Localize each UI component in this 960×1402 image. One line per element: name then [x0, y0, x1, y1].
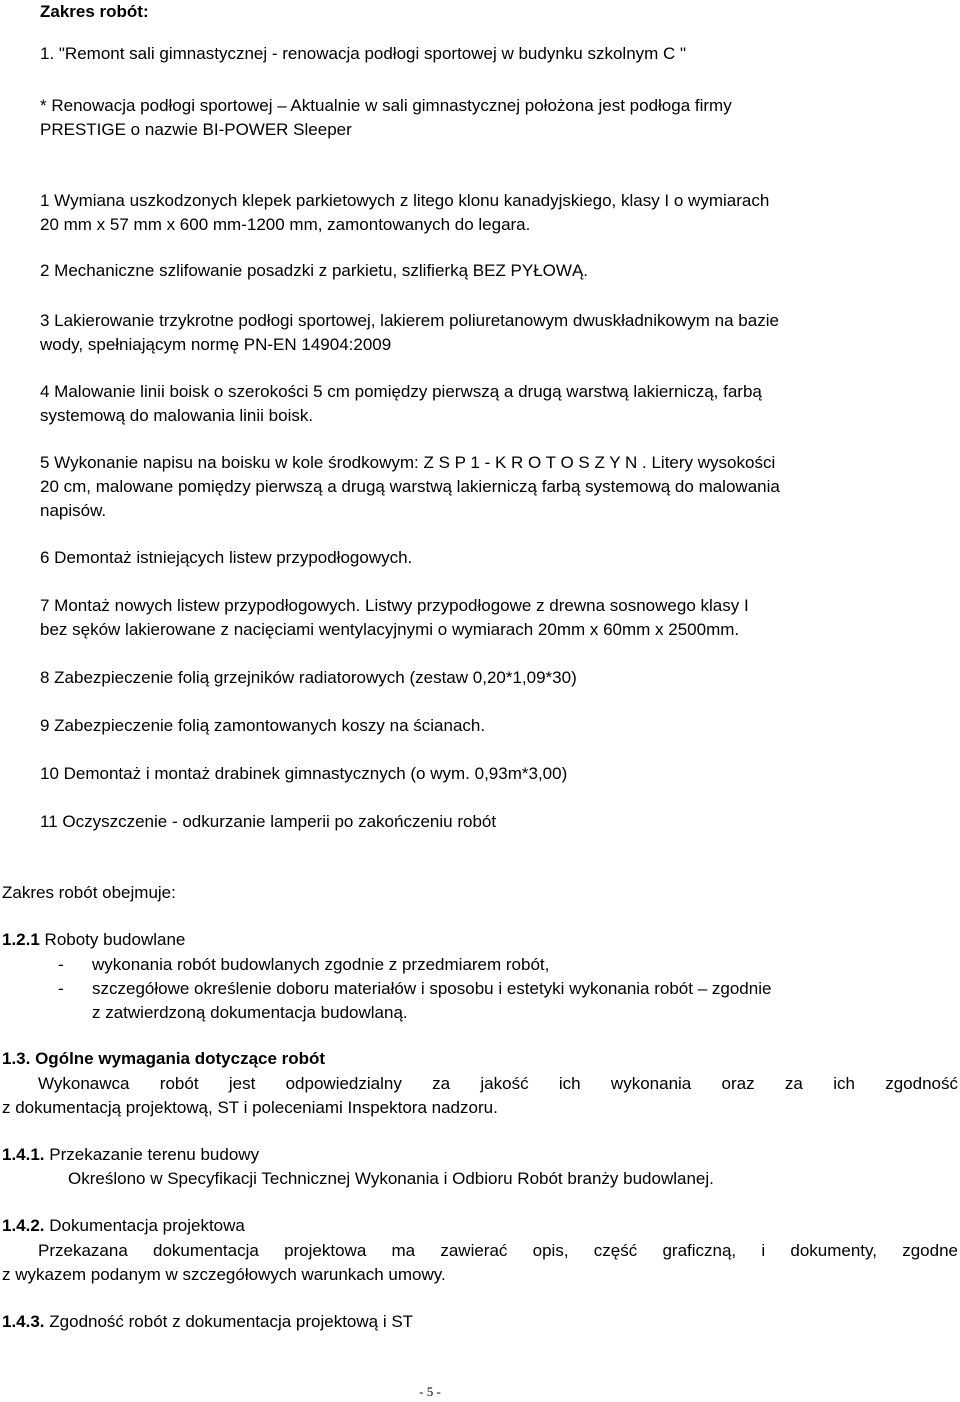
section-number: 1.3. — [2, 1049, 31, 1068]
task-10-line-1: 10 Demontaż i montaż drabinek gimnastycznych (o wym. 0,93m*3,00) — [40, 764, 568, 783]
section-title: Zgodność robót z dokumentacja projektową i ST — [44, 1312, 414, 1331]
section-number: 1.2.1 — [2, 930, 40, 949]
section-number: 1.4.1. — [2, 1145, 45, 1164]
intro-line-1: * Renowacja podłogi sportowej – Aktualnie w sali gimnastycznej położona jest podłoga firmy — [40, 96, 732, 115]
task-7-line-2: bez sęków lakierowane z nacięciami wentylacyjnymi o wymiarach 20mm x 60mm x 2500mm. — [40, 620, 740, 639]
item-title: 1. "Remont sali gimnastycznej - renowacja podłogi sportowej w budynku szkolnym C " — [40, 44, 687, 63]
bullet-dash: - — [58, 979, 64, 998]
section-1-3 — [2, 1047, 325, 1071]
task-4-line-1: 4 Malowanie linii boisk o szerokości 5 cm pomiędzy pierwszą a drugą warstwą lakierniczą, farbą — [40, 382, 762, 401]
scope-heading: Zakres robót obejmuje: — [2, 883, 176, 902]
s141-line-1: Określono w Specyfikacji Technicznej Wykonania i Odbioru Robót branży budowlanej. — [68, 1169, 714, 1188]
s13-line-1: Wykonawca robót jest odpowiedzialny za jakość ich wykonania oraz za ich zgodność — [38, 1074, 958, 1093]
task-9-line-1: 9 Zabezpieczenie folią zamontowanych koszy na ścianach. — [40, 716, 486, 735]
s13-line-2: z dokumentacją projektową, ST i poleceniami Inspektora nadzoru. — [2, 1098, 498, 1117]
bullet-2-line-1: szczegółowe określenie doboru materiałów i sposobu i estetyki wykonania robót – zgodnie — [92, 979, 772, 998]
section-title: Przekazanie terenu budowy — [44, 1145, 260, 1164]
section-number: 1.4.3. — [2, 1312, 45, 1331]
task-5-line-1: 5 Wykonanie napisu na boisku w kole środkowym: Z S P 1 - K R O T O S Z Y N . Litery wysokości — [40, 453, 776, 472]
section-title: Ogólne wymagania dotyczące robót — [30, 1049, 326, 1068]
task-1-line-1: 1 Wymiana uszkodzonych klepek parkietowych z litego klonu kanadyjskiego, klasy I o wymiarach — [40, 191, 770, 210]
section-title: Roboty budowlane — [39, 930, 186, 949]
task-3-line-1: 3 Lakierowanie trzykrotne podłogi sportowej, lakierem poliuretanowym dwuskładnikowym na bazie — [40, 311, 779, 330]
s142-line-2: z wykazem podanym w szczegółowych warunkach umowy. — [2, 1265, 446, 1284]
task-5-line-2: 20 cm, malowane pomiędzy pierwszą a drugą warstwą lakierniczą farbą systemową do malowania — [40, 477, 780, 496]
task-7-line-1: 7 Montaż nowych listew przypodłogowych. Listwy przypodłogowe z drewna sosnowego klasy I — [40, 596, 749, 615]
task-8-line-1: 8 Zabezpieczenie folią grzejników radiatorowych (zestaw 0,20*1,09*30) — [40, 668, 577, 687]
task-3-line-2: wody, spełniającym normę PN-EN 14904:2009 — [40, 335, 392, 354]
s142-line-1: Przekazana dokumentacja projektowa ma zawierać opis, część graficzną, i dokumenty, zgodne — [38, 1241, 958, 1260]
page-title: Zakres robót: — [40, 2, 149, 21]
page-number: - 5 - — [419, 1384, 441, 1399]
bullet-2-line-2: z zatwierdzoną dokumentacja budowlaną. — [92, 1003, 408, 1022]
section-title: Dokumentacja projektowa — [44, 1216, 245, 1235]
bullet-dash: - — [58, 955, 64, 974]
task-11-line-1: 11 Oczyszczenie - odkurzanie lamperii po zakończeniu robót — [40, 812, 497, 831]
task-5-line-3: napisów. — [40, 501, 107, 520]
task-4-line-2: systemową do malowania linii boisk. — [40, 406, 314, 425]
bullet-1-line-1: wykonania robót budowlanych zgodnie z przedmiarem robót, — [92, 955, 550, 974]
task-6-line-1: 6 Demontaż istniejących listew przypodłogowych. — [40, 548, 413, 567]
task-1-line-2: 20 mm x 57 mm x 600 mm-1200 mm, zamontowanych do legara. — [40, 215, 531, 234]
section-1-2-1 — [2, 928, 185, 952]
section-1-4-1 — [2, 1143, 259, 1167]
task-2-line-1: 2 Mechaniczne szlifowanie posadzki z parkietu, szlifierką BEZ PYŁOWĄ. — [40, 261, 589, 280]
section-1-4-2 — [2, 1214, 245, 1238]
intro-line-2: PRESTIGE o nazwie BI-POWER Sleeper — [40, 120, 352, 139]
section-1-4-3 — [2, 1310, 413, 1334]
section-number: 1.4.2. — [2, 1216, 45, 1235]
